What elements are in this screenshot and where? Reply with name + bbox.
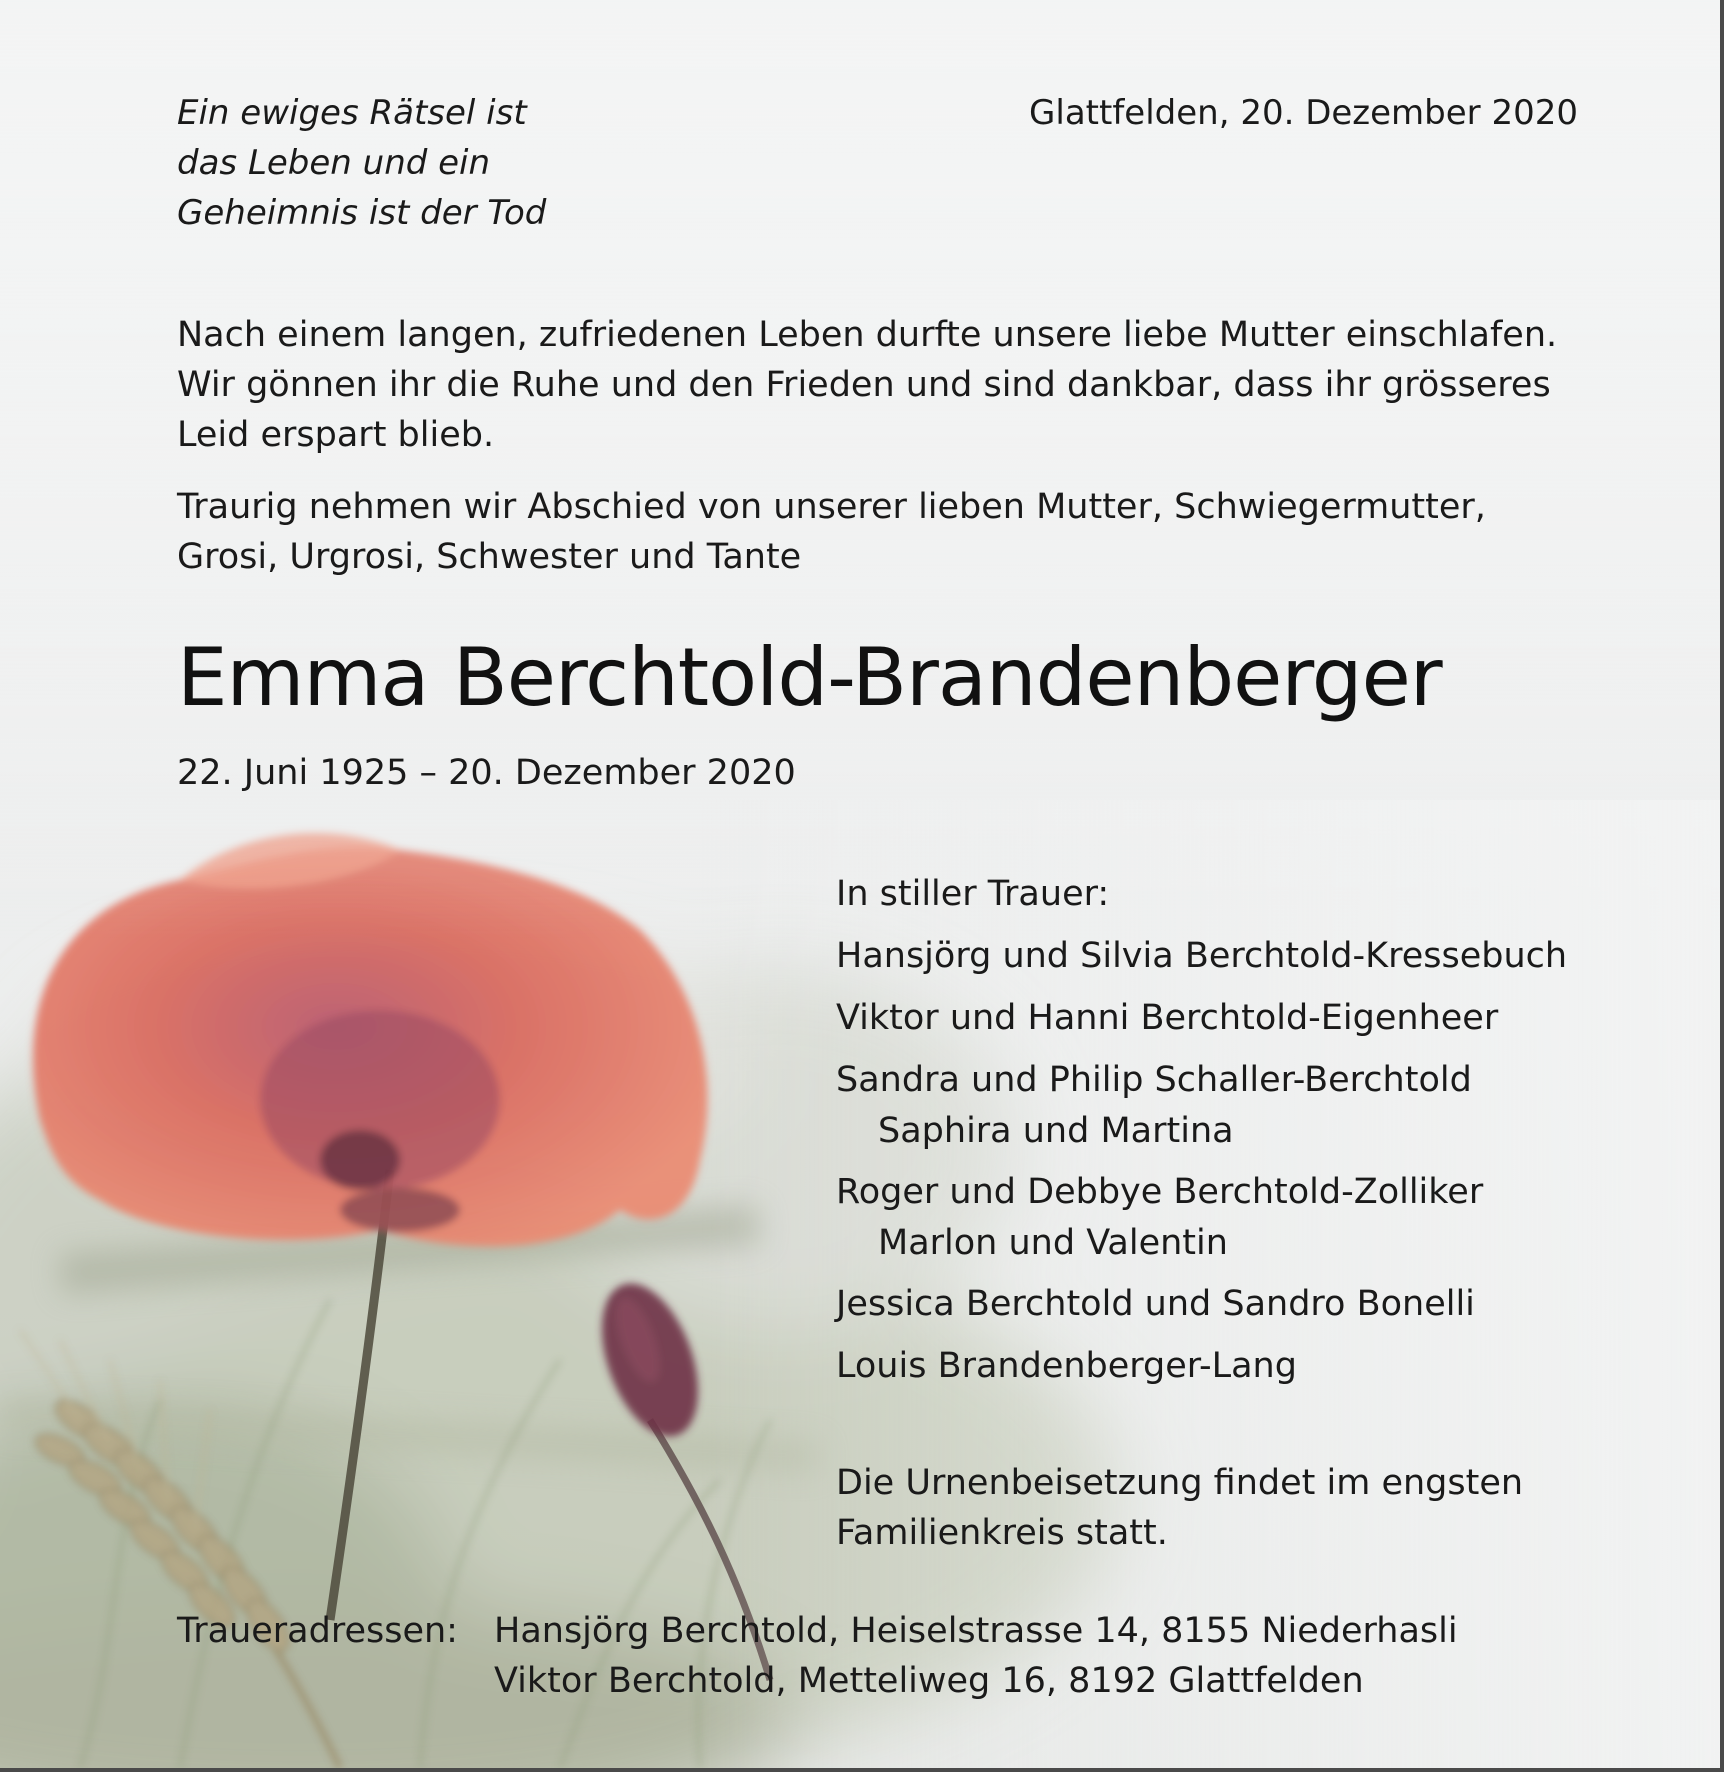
- burial-line: Familienkreis statt.: [836, 1513, 1168, 1553]
- address-line: Viktor Berchtold, Metteliweg 16, 8192 Glattfelden: [494, 1661, 1364, 1701]
- farewell-paragraph: [177, 482, 1486, 582]
- mourner-entry: [836, 1340, 1567, 1392]
- mourner-name: Sandra und Philip Schaller-Berchtold: [836, 1060, 1472, 1100]
- address-line: Hansjörg Berchtold, Heiselstrasse 14, 8155 Niederhasli: [494, 1611, 1458, 1651]
- mourner-entry: [836, 1054, 1567, 1156]
- paragraph-line: Traurig nehmen wir Abschied von unserer lieben Mutter, Schwiegermutter,: [177, 487, 1486, 527]
- mourners-label: In stiller Trauer:: [836, 874, 1110, 914]
- burial-note: [836, 1458, 1523, 1558]
- motto-line: Geheimnis ist der Tod: [177, 193, 547, 233]
- mourner-name: Roger und Debbye Berchtold-Zolliker: [836, 1172, 1484, 1212]
- paragraph-line: Grosi, Urgrosi, Schwester und Tante: [177, 537, 802, 577]
- burial-line: Die Urnenbeisetzung findet im engsten: [836, 1463, 1524, 1503]
- intro-paragraph: [177, 310, 1557, 460]
- addresses-label: Traueradressen:: [177, 1611, 458, 1651]
- mourner-name: Hansjörg und Silvia Berchtold-Kressebuch: [836, 936, 1568, 976]
- mourner-entry: [836, 1166, 1567, 1268]
- mourner-children: Saphira und Martina: [878, 1111, 1234, 1151]
- paragraph-line: Leid erspart blieb.: [177, 415, 495, 455]
- motto-verse: [177, 88, 546, 238]
- motto-line: Ein ewiges Rätsel ist: [177, 93, 527, 133]
- mourner-name: Jessica Berchtold und Sandro Bonelli: [836, 1284, 1475, 1324]
- mourner-name: Louis Brandenberger-Lang: [836, 1346, 1297, 1386]
- life-dates: 22. Juni 1925 – 20. Dezember 2020: [177, 753, 796, 793]
- deceased-name: Emma Berchtold-Brandenberger: [177, 631, 1442, 724]
- mourner-entry: [836, 992, 1567, 1044]
- paragraph-line: Nach einem langen, zufriedenen Leben durfte unsere liebe Mutter einschlafen.: [177, 315, 1558, 355]
- motto-line: das Leben und ein: [177, 143, 491, 183]
- mourner-name: Viktor und Hanni Berchtold-Eigenheer: [836, 998, 1499, 1038]
- mourner-entry: [836, 930, 1567, 982]
- mourner-entry: [836, 1278, 1567, 1330]
- paragraph-line: Wir gönnen ihr die Ruhe und den Frieden und sind dankbar, dass ihr grösseres: [177, 365, 1551, 405]
- mourners-list: [836, 868, 1567, 1402]
- mourner-children: Marlon und Valentin: [878, 1223, 1228, 1263]
- place-and-date: Glattfelden, 20. Dezember 2020: [1029, 93, 1578, 133]
- mourning-addresses: [494, 1606, 1458, 1706]
